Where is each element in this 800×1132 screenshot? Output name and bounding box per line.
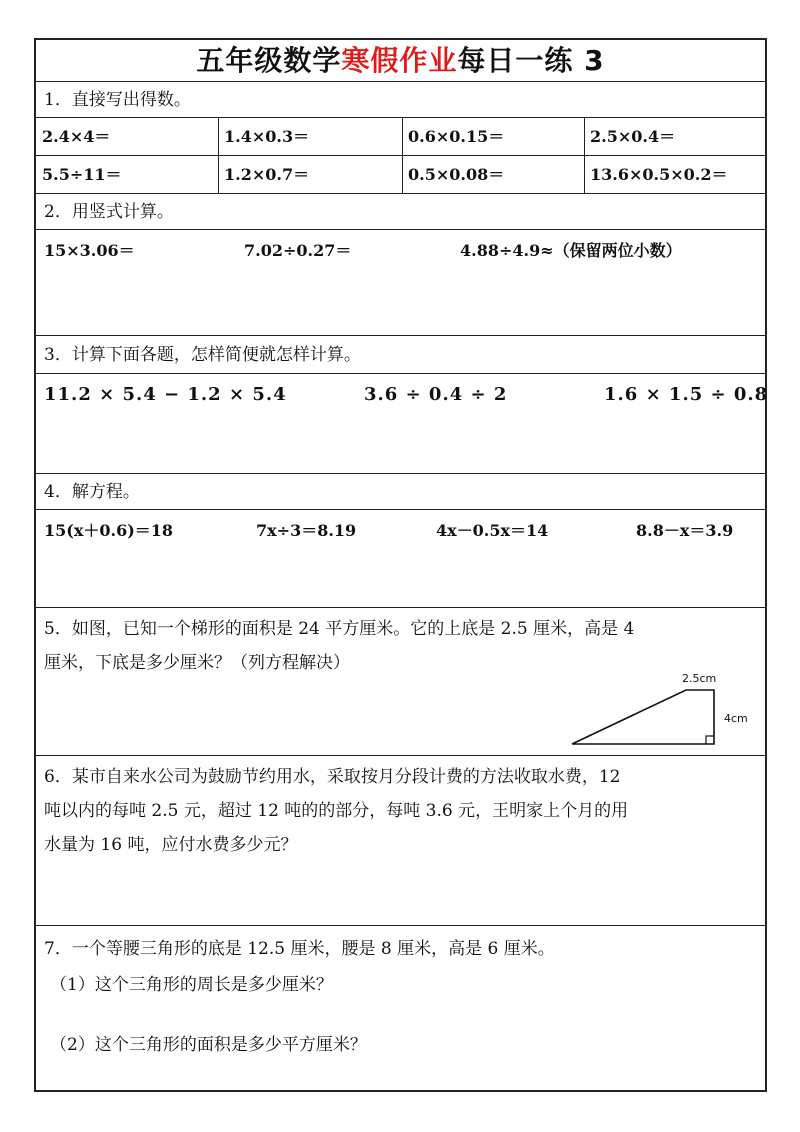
- q1-cell: 13.6×0.5×0.2＝: [584, 156, 765, 194]
- q6-block: [36, 756, 765, 926]
- worksheet: [34, 38, 767, 1092]
- grid-divider: [218, 118, 219, 194]
- grid-divider: [402, 118, 403, 194]
- q4-item: 15(x＋0.6)＝18: [44, 521, 174, 540]
- trapezoid-shape: [572, 690, 714, 744]
- q1-grid: [36, 118, 765, 194]
- q6-line: 吨以内的每吨 2.5 元，超过 12 吨的的部分，每吨 3.6 元，王明家上个月的用: [44, 801, 629, 821]
- q4-heading-row: [36, 474, 765, 510]
- q4-item: 4x－0.5x＝14: [436, 521, 549, 540]
- q4-item: 7x÷3＝8.19: [256, 521, 357, 540]
- q1-heading: 1．直接写出得数。: [44, 90, 191, 110]
- height-label: 4cm: [724, 712, 748, 725]
- q7-line: 7．一个等腰三角形的底是 12.5 厘米，腰是 8 厘米，高是 6 厘米。: [44, 939, 555, 959]
- q3-item: 3.6 ÷ 0.4 ÷ 2: [364, 384, 508, 405]
- trapezoid-figure: [564, 652, 764, 752]
- q3-item: 1.6 × 1.5 ÷ 0.8: [604, 384, 769, 405]
- title-highlight: 寒假作业: [341, 44, 458, 77]
- q2-item: 7.02÷0.27＝: [244, 241, 352, 260]
- q4-heading: 4．解方程。: [44, 482, 140, 502]
- q2-item: 15×3.06＝: [44, 241, 135, 260]
- q1-cell: 1.4×0.3＝: [218, 118, 402, 156]
- q3-item: 11.2 × 5.4 − 1.2 × 5.4: [44, 384, 287, 405]
- q6-line: 6．某市自来水公司为鼓励节约用水，采取按月分段计费的方法收取水费，12: [44, 767, 621, 787]
- q2-work-area: [36, 230, 765, 336]
- q3-heading: 3．计算下面各题，怎样简便就怎样计算。: [44, 345, 361, 365]
- title-suffix: 每日一练 3: [457, 44, 605, 77]
- q2-heading-row: [36, 194, 765, 230]
- q3-heading-row: [36, 336, 765, 374]
- q5-line: 5．如图，已知一个梯形的面积是 24 平方厘米。它的上底是 2.5 厘米，高是 4: [44, 619, 635, 639]
- title-prefix: 五年级数学: [196, 44, 342, 77]
- right-angle-mark: [706, 736, 714, 744]
- q1-cell: 0.5×0.08＝: [402, 156, 584, 194]
- q2-item: 4.88÷4.9≈（保留两位小数）: [460, 241, 682, 260]
- q1-cell: 2.4×4＝: [36, 118, 218, 156]
- top-base-label: 2.5cm: [682, 672, 717, 685]
- q4-item: 8.8－x＝3.9: [636, 521, 734, 540]
- q7-sub: （2）这个三角形的面积是多少平方厘米？: [50, 1035, 367, 1055]
- q3-work-area: [36, 374, 769, 474]
- q5-line: 厘米，下底是多少厘米？（列方程解决）: [44, 653, 350, 673]
- page-title: [36, 40, 765, 82]
- q1-cell: 0.6×0.15＝: [402, 118, 584, 156]
- q1-cell: 5.5÷11＝: [36, 156, 218, 194]
- q6-line: 水量为 16 吨，应付水费多少元？: [44, 835, 298, 855]
- q7-block: [36, 926, 765, 1092]
- q1-cell: 1.2×0.7＝: [218, 156, 402, 194]
- q1-heading-row: [36, 82, 765, 118]
- q5-block: [36, 608, 765, 756]
- q7-sub: （1）这个三角形的周长是多少厘米？: [50, 975, 333, 995]
- q4-work-area: [36, 510, 765, 608]
- q1-cell: 2.5×0.4＝: [584, 118, 765, 156]
- grid-divider: [584, 118, 585, 194]
- q2-heading: 2．用竖式计算。: [44, 202, 174, 222]
